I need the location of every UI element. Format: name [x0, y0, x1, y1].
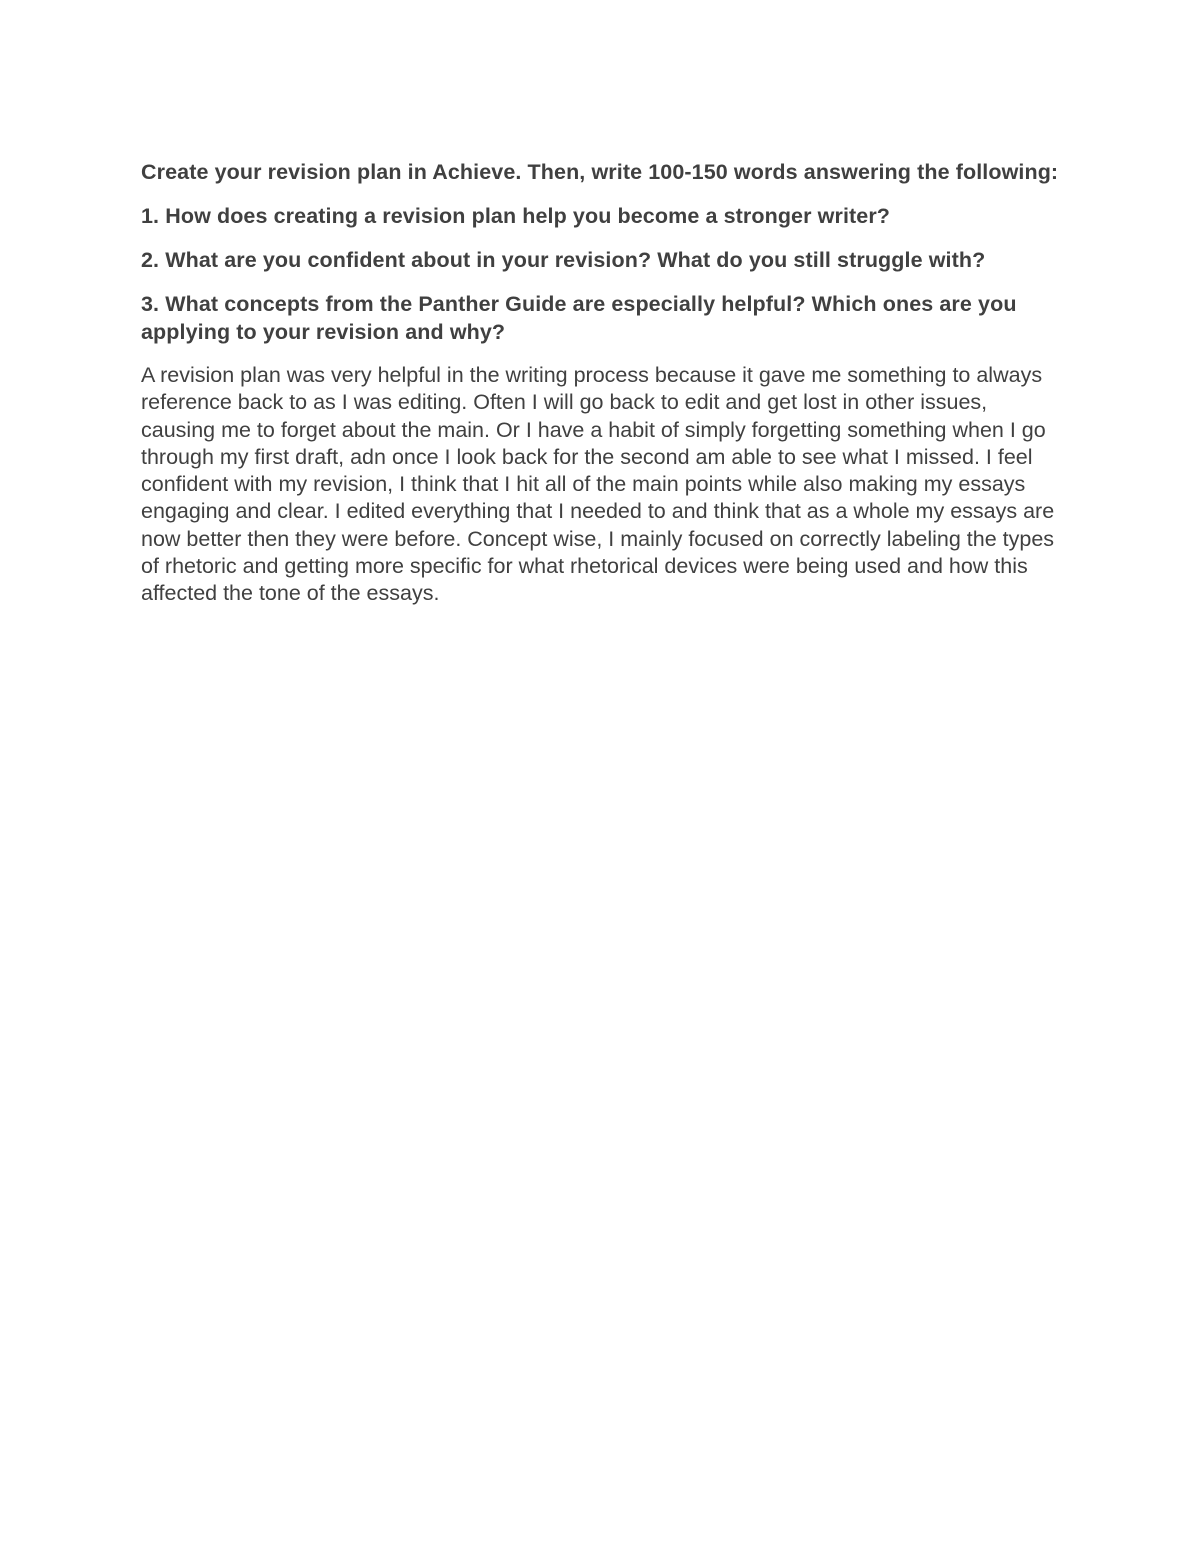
question-2: 2. What are you confident about in your revision? What do you still struggle with?	[141, 248, 986, 272]
response-paragraph: A revision plan was very helpful in the writing process because it gave me something to always reference back to as I was editing. Often I will go back to edit and get lost in other issues, causing me to forget about the main. Or I have a habit of simply forgetting something when I go through my first draft, adn once I look back for the second am able to see what I missed. I feel confident with my revision, I think that I hit all of the main points while also making my essays engaging and clear. I edited everything that I needed to and think that as a whole my essays are now better then they were before. Concept wise, I mainly focused on correctly labeling the types of rhetoric and getting more specific for what rhetorical devices were being used and how this affected the tone of the essays.	[141, 363, 1055, 606]
document-content	[141, 158, 1061, 608]
question-3: 3. What concepts from the Panther Guide are especially helpful? Which ones are you applying to your revision and why?	[141, 292, 1017, 344]
question-1: 1. How does creating a revision plan help you become a stronger writer?	[141, 204, 891, 228]
assignment-prompt: Create your revision plan in Achieve. Then, write 100-150 words answering the following:	[141, 160, 1059, 184]
